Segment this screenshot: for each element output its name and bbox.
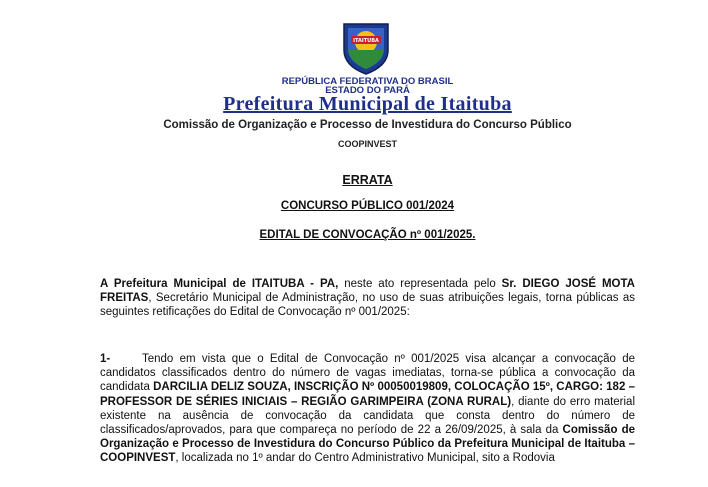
intro-text-2: , Secretário Municipal de Administração, no uso de suas atribuições legais, torna públicas as seguintes retificações do Edital de Convocação nº 001/2025: — [100, 292, 635, 319]
prefeitura-title: Prefeitura Municipal de Itaituba — [223, 93, 512, 115]
item-text-2: , diante do erro material existente na ausência de convocação da candidata que consta dentro do número de classificados/aprovados, para que compareça no período de 22 a 26/09/2025, à sala da — [100, 395, 636, 437]
candidate-details: DARCILIA DELIZ SOUZA, INSCRIÇÃO Nº 00050019809, COLOCAÇÃO 15º, CARGO: 182 – PROFESSOR DE SÉRIES INICIAIS – REGIÃO GARIMPEIRA (ZONA RURAL) — [100, 381, 635, 408]
intro-representative: Sr. DIEGO JOSÉ MOTA FREITAS — [100, 278, 635, 305]
municipal-crest-icon — [338, 20, 394, 76]
republica-heading: REPÚBLICA FEDERATIVA DO BRASIL — [281, 76, 454, 87]
edital-title: EDITAL DE CONVOCAÇÃO nº 001/2025. — [259, 229, 476, 241]
item-1-paragraph — [100, 352, 635, 466]
errata-title: ERRATA — [342, 173, 393, 187]
item-number: 1- — [100, 353, 111, 365]
comissao-reference: Comissão de Organização e Processo de Investidura do Concurso Público da Prefeitura Municipal de Itaituba – COOPINVEST — [100, 424, 635, 465]
concurso-title: CONCURSO PÚBLICO 001/2024 — [280, 200, 455, 212]
intro-text-1: neste ato representada pelo — [338, 278, 502, 290]
crest-text: ITAITUBA — [353, 38, 379, 44]
item-text-1: Tendo em vista que o Edital de Convocação nº 001/2025 visa alcançar a convocação de candidatos classificados dentro do número de vagas imediatas, torna-se pública a convocação da candidata — [100, 353, 635, 394]
comissao-heading: Comissão de Organização e Processo de Investidura do Concurso Público — [163, 119, 572, 131]
intro-paragraph — [100, 277, 635, 320]
estado-heading: ESTADO DO PARÁ — [325, 85, 410, 96]
item-text-3: , localizada no 1º andar do Centro Administrativo Municipal, sito a Rodovia — [175, 452, 555, 465]
intro-entity: A Prefeitura Municipal de ITAITUBA - PA, — [100, 278, 339, 290]
coopinvest-heading: COOPINVEST — [337, 139, 397, 149]
